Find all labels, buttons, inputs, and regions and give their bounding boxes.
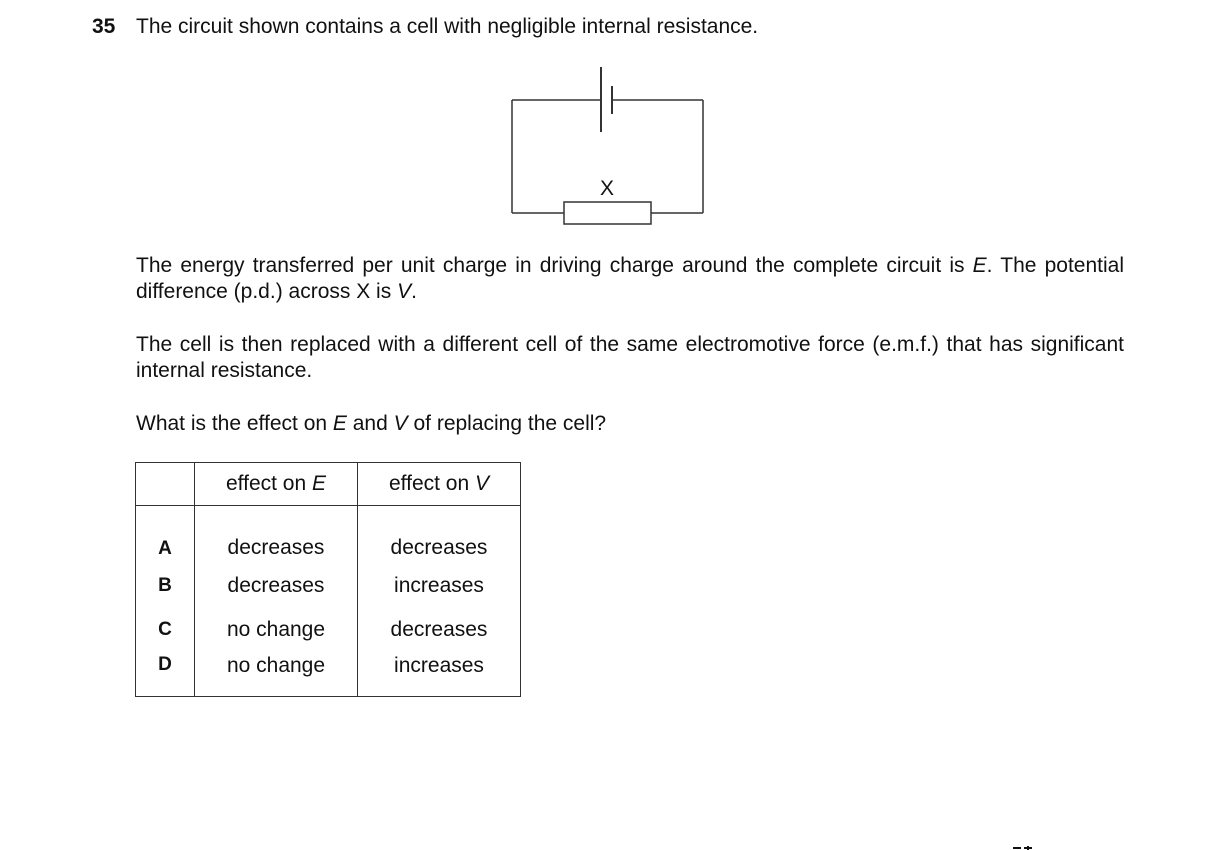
option-effect-v: increases (358, 652, 521, 697)
option-effect-v: decreases (358, 506, 521, 565)
option-key: B (136, 564, 195, 608)
resistor-label: X (599, 177, 615, 200)
answer-options-table (135, 462, 521, 697)
circuit-diagram (0, 0, 1216, 240)
option-row-b[interactable] (136, 564, 521, 608)
option-row-c[interactable] (136, 608, 521, 652)
option-effect-v: decreases (358, 608, 521, 652)
option-key: D (136, 652, 195, 697)
option-effect-e: decreases (195, 506, 358, 565)
option-effect-v: increases (358, 564, 521, 608)
option-effect-e: no change (195, 652, 358, 697)
option-key: A (136, 506, 195, 565)
resistor-x (564, 202, 651, 224)
question-number: 35 (92, 15, 116, 38)
page-edge-mark (1013, 846, 1033, 850)
paragraph-cell-replacement: The cell is then replaced with a different cell of the same electromotive force (e.m.f.) that has significant internal resistance. (136, 333, 1124, 382)
option-effect-e: decreases (195, 564, 358, 608)
paragraph-question: What is the effect on E and V of replacing the cell? (136, 412, 607, 435)
option-row-a[interactable] (136, 506, 521, 565)
header-blank-cell (136, 463, 195, 506)
header-effect-on-e: effect on E (195, 463, 358, 506)
option-effect-e: no change (195, 608, 358, 652)
header-effect-on-v: effect on V (358, 463, 521, 506)
option-row-d[interactable] (136, 652, 521, 697)
question-stem: The circuit shown contains a cell with negligible internal resistance. (136, 15, 759, 38)
paragraph-energy-definition: The energy transferred per unit charge in driving charge around the complete circuit is E. The potential difference (p.d.) across X is V. (136, 254, 1124, 303)
table-header-row (136, 463, 521, 506)
option-key: C (136, 608, 195, 652)
